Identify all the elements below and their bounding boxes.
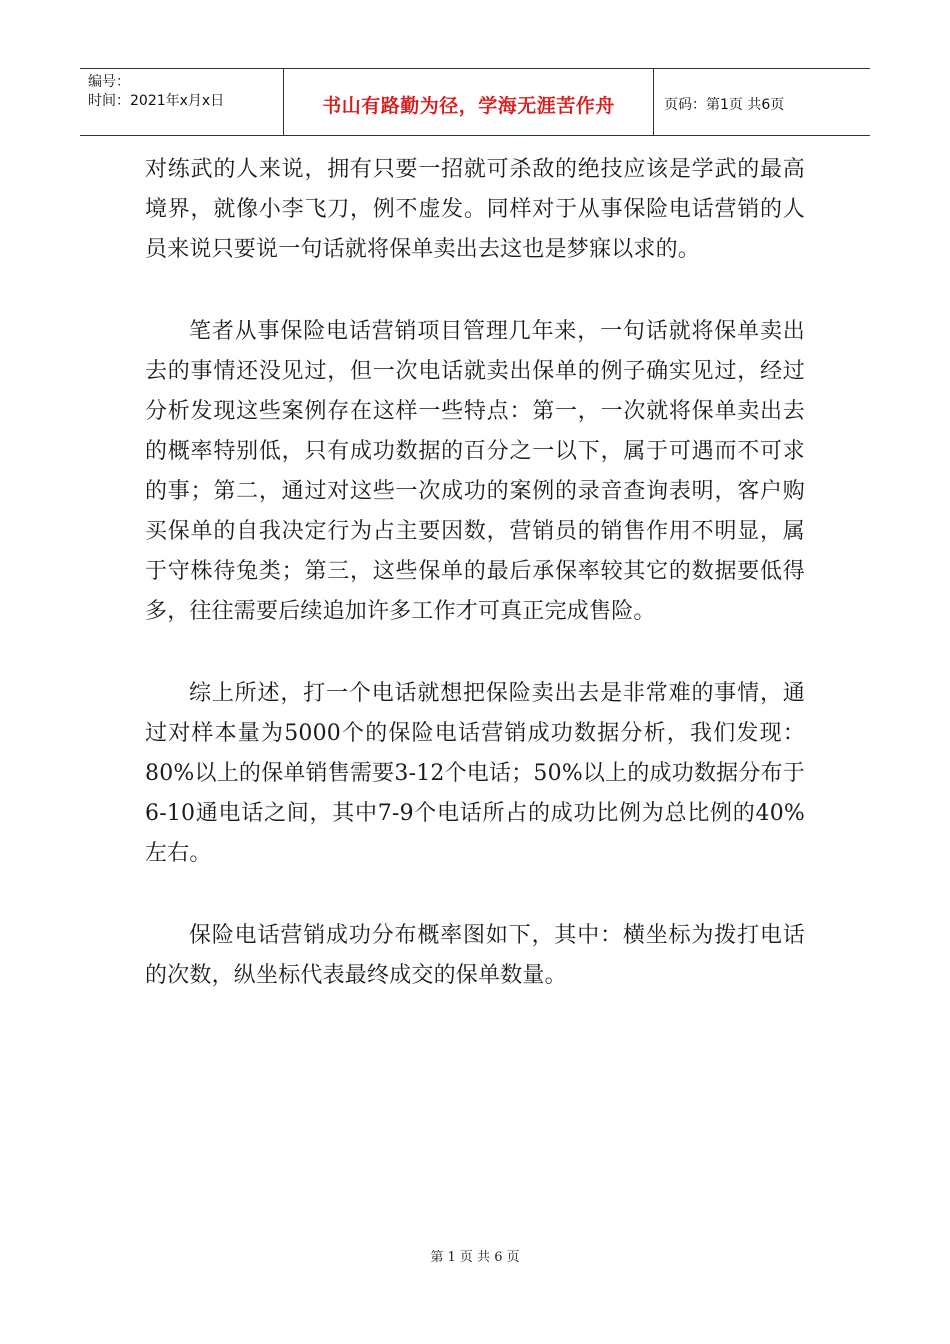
document-body	[145, 150, 805, 996]
document-number-label: 编号：	[88, 74, 130, 90]
body-paragraph: 笔者从事保险电话营销项目管理几年来，一句话就将保单卖出去的事情还没见过，但一次电话就卖出保单的例子确实见过，经过分析发现这些案例存在这样一些特点：第一，一次就将保单卖出去的概率特别低，只有成功数据的百分之一以下，属于可遇而不可求的事；第二，通过对这些一次成功的案例的录音查询表明，客户购买保单的自我决定行为占主要因数，营销员的销售作用不明显，属于守株待兔类；第三，这些保单的最后承保率较其它的数据要低得多，往往需要后续追加许多工作才可真正完成售险。	[145, 319, 805, 624]
page-header	[80, 68, 870, 136]
header-divider	[653, 69, 654, 136]
header-meta	[88, 73, 224, 111]
header-page-code: 页码：第1页 共6页	[664, 97, 785, 113]
page-footer: 第 1 页 共 6 页	[430, 1250, 520, 1265]
header-motto: 书山有路勤为径，学海无涯苦作舟	[322, 95, 615, 117]
document-time-label: 时间：2021年x月x日	[88, 93, 225, 109]
body-paragraph: 综上所述，打一个电话就想把保险卖出去是非常难的事情，通过对样本量为5000个的保险电话营销成功数据分析，我们发现：80%以上的保单销售需要3-12个电话；50%以上的成功数据分布于6-10通电话之间，其中7-9个电话所占的成功比例为总比例的40%左右。	[145, 681, 805, 866]
body-paragraph: 对练武的人来说，拥有只要一招就可杀敌的绝技应该是学武的最高境界，就像小李飞刀，例不虚发。同样对于从事保险电话营销的人员来说只要说一句话就将保单卖出去这也是梦寐以求的。	[145, 157, 805, 262]
body-paragraph: 保险电话营销成功分布概率图如下，其中：横坐标为拨打电话的次数，纵坐标代表最终成交的保单数量。	[145, 923, 805, 988]
